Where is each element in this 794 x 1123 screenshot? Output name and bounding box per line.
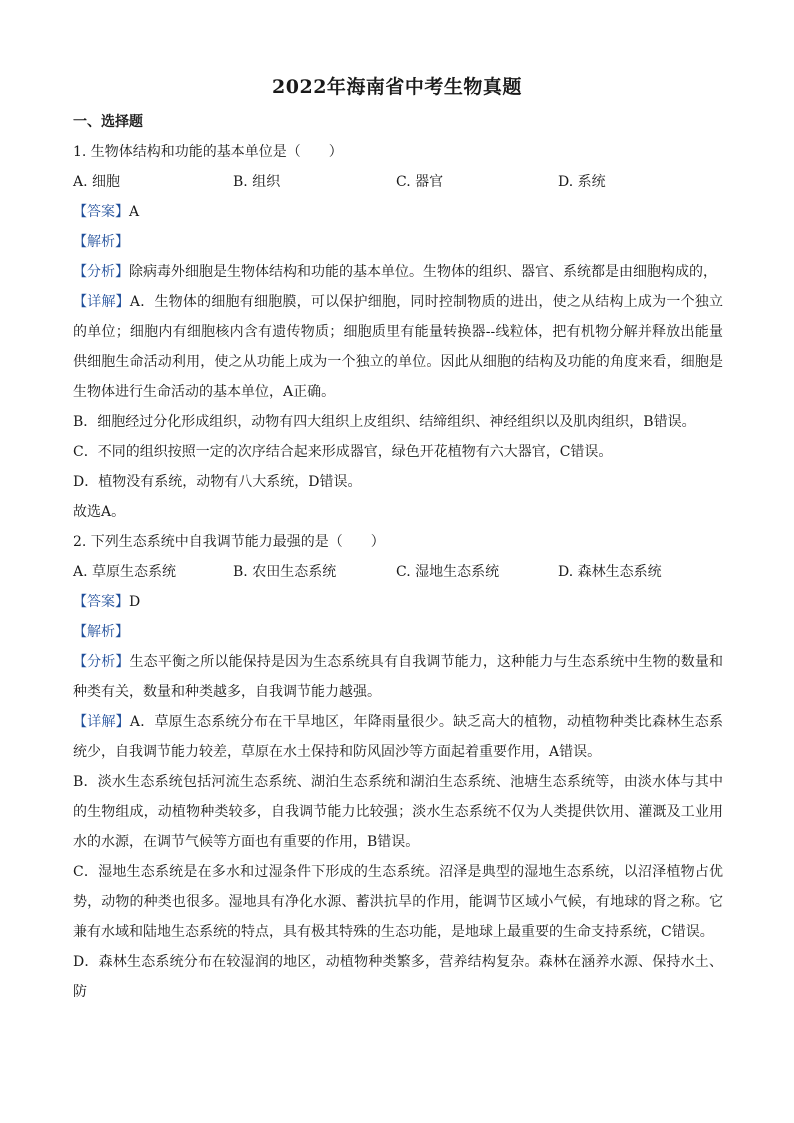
question-1-option-b: B. 组织: [233, 174, 281, 190]
answer-value: D: [129, 594, 141, 610]
question-2-answer: [73, 587, 723, 617]
xiangjie-tag: 【详解】: [73, 714, 130, 730]
question-1-option-a: A. 细胞: [73, 174, 121, 190]
question-1-stem: 1. 生物体结构和功能的基本单位是（ ）: [73, 144, 343, 160]
question-2-options: [73, 557, 723, 587]
question-1-options: [73, 167, 723, 197]
question-2-explanation-d: D．森林生态系统分布在较湿润的地区，动植物种类繁多，营养结构复杂。森林在涵养水源、保持水土、防: [73, 954, 723, 1000]
question-2-option-c: C. 湿地生态系统: [396, 564, 500, 580]
fenxi-tag: 【分析】: [73, 264, 129, 280]
question-1-explanation-b: B．细胞经过分化形成组织，动物有四大组织上皮组织、结缔组织、神经组织以及肌肉组织，B错误。: [73, 414, 696, 430]
analysis-tag: 【解析】: [73, 234, 129, 250]
question-2-analysis-heading: [73, 617, 723, 647]
section-heading: 一、选择题: [73, 114, 143, 130]
analysis-tag: 【解析】: [73, 624, 129, 640]
question-1-option-c: C. 器官: [396, 174, 444, 190]
xiangjie-text: A．草原生态系统分布在干旱地区，年降雨量很少。缺乏高大的植物，动植物种类比森林生态系统少，自我调节能力较差，草原在水土保持和防风固沙等方面起着重要作用，A错误。: [73, 714, 724, 760]
question-2-option-b: B. 农田生态系统: [233, 564, 337, 580]
fenxi-text: 生态平衡之所以能保持是因为生态系统具有自我调节能力，这种能力与生态系统中生物的数量和种类有关，数量和种类越多，自我调节能力越强。: [73, 654, 724, 700]
question-2-stem: 2. 下列生态系统中自我调节能力最强的是（ ）: [73, 534, 385, 550]
answer-tag: 【答案】: [73, 594, 129, 610]
question-2-option-d: D. 森林生态系统: [558, 564, 662, 580]
question-2-explanation-b: B．淡水生态系统包括河流生态系统、湖泊生态系统和湖泊生态系统、池塘生态系统等，由淡水体与其中的生物组成，动植物种类较多，自我调节能力比较强；淡水生态系统不仅为人类提供饮用、灌溉及工业用水的水源，在调节气候等方面也有重要的作用，B错误。: [73, 774, 723, 850]
question-1-explanation-c: C．不同的组织按照一定的次序结合起来形成器官，绿色开花植物有六大器官，C错误。: [73, 444, 613, 460]
question-1-analysis-heading: [73, 227, 723, 257]
document-body: [73, 107, 723, 1007]
xiangjie-text: A．生物体的细胞有细胞膜，可以保护细胞，同时控制物质的进出，使之从结构上成为一个独立的单位；细胞内有细胞核内含有遗传物质；细胞质里有能量转换器--线粒体，把有机物分解并释放出能量供细胞生命活动利用，使之从功能上成为一个独立的单位。因此从细胞的结构及功能的角度来看，细胞是生物体进行生命活动的基本单位，A正确。: [73, 294, 724, 400]
question-2-fenxi: [73, 647, 723, 707]
question-1-answer: [73, 197, 723, 227]
xiangjie-tag: 【详解】: [73, 294, 130, 310]
question-2-xiangjie: [73, 707, 723, 767]
answer-tag: 【答案】: [73, 204, 129, 220]
question-1-fenxi: [73, 257, 723, 287]
question-2-explanation-c: C．湿地生态系统是在多水和过湿条件下形成的生态系统。沼泽是典型的湿地生态系统，以沼泽植物占优势，动物的种类也很多。湿地具有净化水源、蓄洪抗旱的作用，能调节区域小气候，有地球的肾之称。它兼有水域和陆地生态系统的特点，具有极其特殊的生态功能，是地球上最重要的生命支持系统，C错误。: [73, 864, 723, 940]
answer-value: A: [129, 204, 140, 220]
question-1-xiangjie: [73, 287, 723, 407]
question-1-option-d: D. 系统: [558, 174, 606, 190]
fenxi-text: 除病毒外细胞是生物体结构和功能的基本单位。生物体的组织、器官、系统都是由细胞构成的，: [129, 264, 717, 280]
question-1-conclusion: 故选A。: [73, 504, 126, 520]
question-1-explanation-d: D．植物没有系统，动物有八大系统，D错误。: [73, 474, 362, 490]
question-2-option-a: A. 草原生态系统: [73, 564, 177, 580]
document-title: 2022年海南省中考生物真题: [272, 76, 522, 98]
fenxi-tag: 【分析】: [73, 654, 130, 670]
